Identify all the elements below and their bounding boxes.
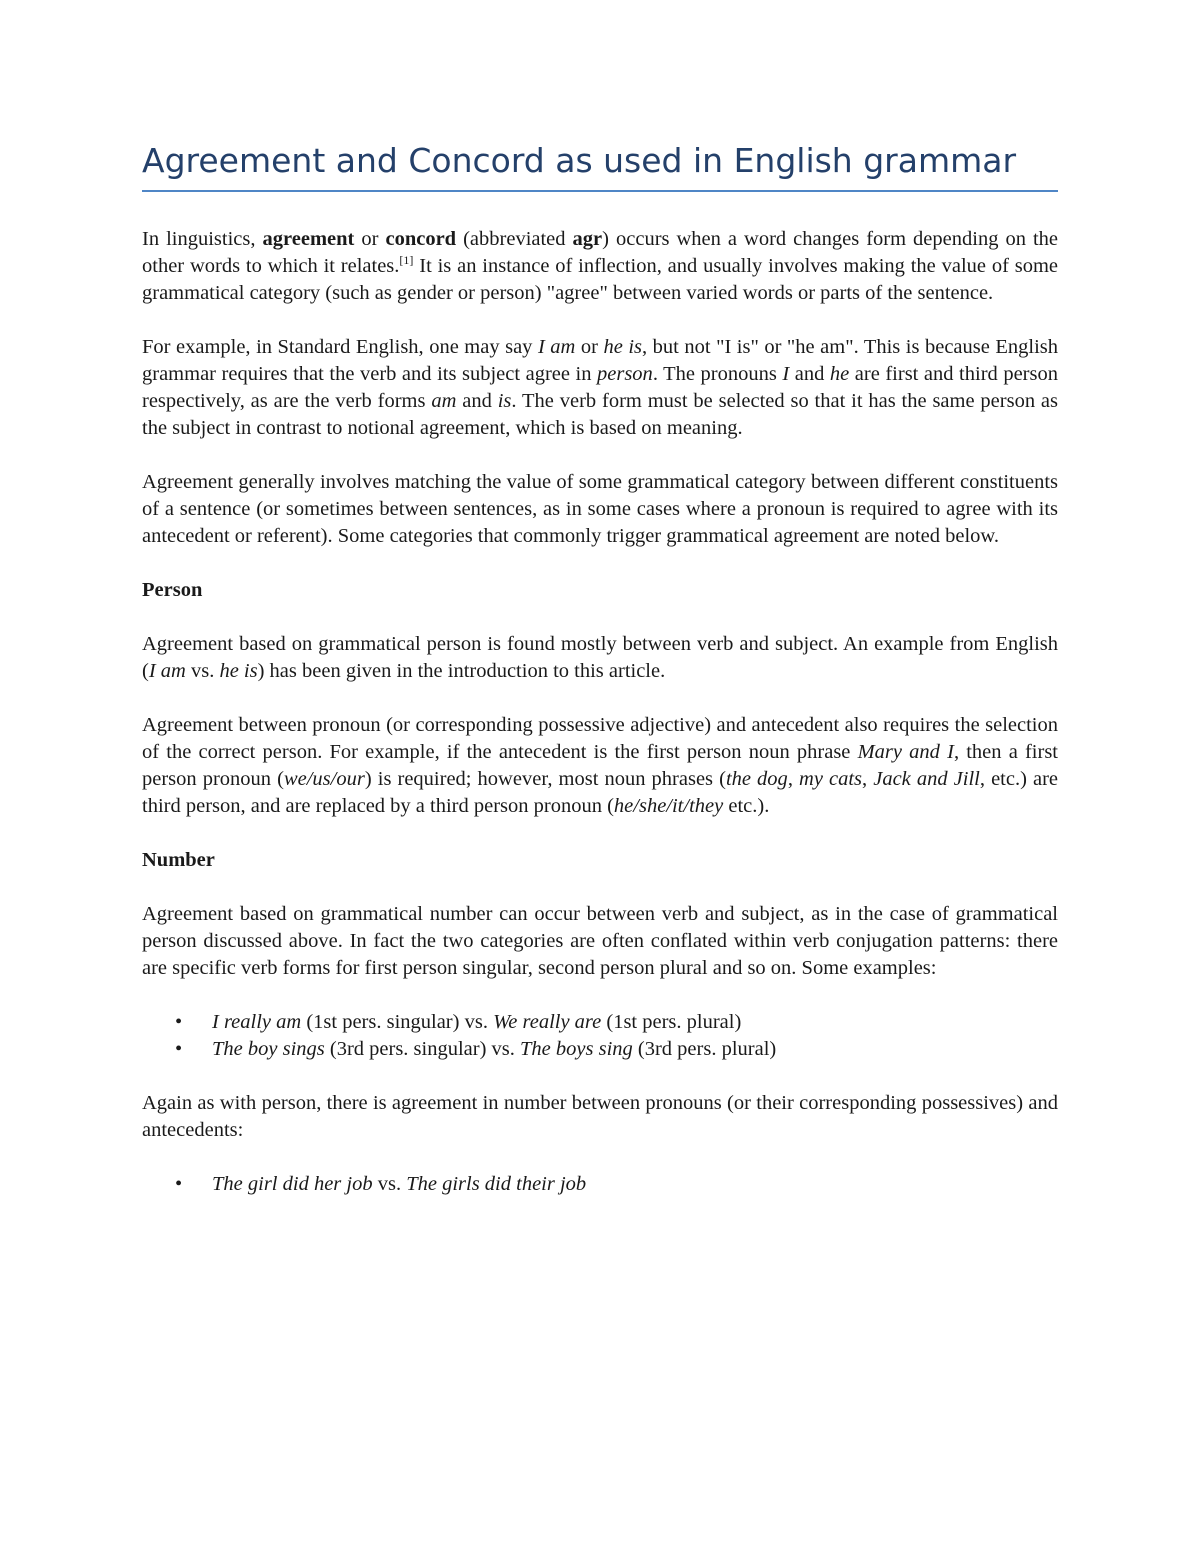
italic-run: The boy sings <box>212 1038 325 1060</box>
text-run: vs. <box>185 660 220 682</box>
italic-run: he/she/it/they <box>613 795 724 817</box>
italic-run: am <box>431 390 457 412</box>
text-run: . The pronouns <box>652 363 783 385</box>
text-run: (1st pers. singular) vs. <box>301 1011 494 1033</box>
text-run: and <box>789 363 830 385</box>
italic-run: I am <box>148 660 186 682</box>
text-run: ) is required; however, most noun phrases ( <box>364 768 726 790</box>
term-agreement: agreement <box>262 228 355 250</box>
pronoun-examples-list <box>142 1171 1058 1198</box>
text-run: vs. <box>372 1173 407 1195</box>
text-run: and <box>456 390 498 412</box>
text-run: are first and third person respectively, as are the verb forms <box>142 363 1058 412</box>
number-paragraph-2: Again as with person, there is agreement in number between pronouns (or their corresponding possessives) and antecedents: <box>142 1092 1058 1141</box>
list-item <box>142 1009 1058 1036</box>
person-paragraph-1 <box>142 631 1058 685</box>
text-run: (3rd pers. plural) <box>632 1038 777 1060</box>
text-run: Agreement based on grammatical person is found mostly between verb and subject. An example from English ( <box>142 633 1058 682</box>
intro-paragraph <box>142 226 1058 307</box>
text-run: ) has been given in the introduction to this article. <box>257 660 666 682</box>
list-item <box>142 1036 1058 1063</box>
text-run: It is an instance of inflection, and usually involves making the value of some grammatical category (such as gender or person) "agree" between varied words or parts of the sentence. <box>142 255 1058 304</box>
text-run: (1st pers. plural) <box>601 1011 742 1033</box>
text-run: or <box>354 228 386 250</box>
italic-run: he <box>829 363 850 385</box>
example-paragraph <box>142 334 1058 442</box>
bullet-icon: • <box>175 1173 183 1195</box>
italic-run: The boys sing <box>520 1038 633 1060</box>
italic-run: we/us/our <box>283 768 365 790</box>
italic-run: The girl did her job <box>212 1173 373 1195</box>
italic-run: Jack and Jill <box>873 768 980 790</box>
text-run: , <box>787 768 800 790</box>
number-paragraph-1: Agreement based on grammatical number can occur between verb and subject, as in the case of grammatical person discussed above. In fact the two categories are often conflated within verb conjugation patterns: there are specific verb forms for first person singular, second person plural and so on. Some examples: <box>142 903 1058 979</box>
section-heading-person: Person <box>142 579 203 601</box>
text-run: . The verb form must be selected so that it has the same person as the subject in contrast to notional agreement, which is based on meaning. <box>142 390 1058 439</box>
italic-run: is <box>497 390 512 412</box>
italic-run: Mary and I <box>857 741 954 763</box>
italic-run: he is <box>219 660 258 682</box>
document-page <box>142 140 1058 1198</box>
italic-run: he is <box>603 336 643 358</box>
text-run: or <box>575 336 604 358</box>
italic-run: The girls did their job <box>406 1173 587 1195</box>
document-title: Agreement and Concord as used in English grammar <box>142 140 1058 192</box>
verb-examples-list <box>142 1009 1058 1063</box>
text-run: , then a first person pronoun ( <box>142 741 1059 790</box>
general-paragraph: Agreement generally involves matching the value of some grammatical category between different constituents of a sentence (or sometimes between sentences, as in some cases where a pronoun is required to agree with its antecedent or referent). Some categories that commonly trigger grammatical agreement are noted below. <box>142 471 1058 547</box>
text-run: ) occurs when a word changes form depending on the other words to which it relates. <box>142 228 1059 277</box>
list-item <box>142 1171 1058 1198</box>
italic-run: I am <box>537 336 576 358</box>
italic-run: I really am <box>212 1011 302 1033</box>
italic-run: I <box>782 363 790 385</box>
text-run: (abbreviated <box>456 228 573 250</box>
text-run: , <box>862 768 874 790</box>
text-run: , but not "I is" or "he am". This is because English grammar requires that the verb and its subject agree in <box>142 336 1059 385</box>
italic-run: my cats <box>799 768 863 790</box>
text-run: For example, in Standard English, one may say <box>142 336 538 358</box>
text-run: Agreement between pronoun (or corresponding possessive adjective) and antecedent also requires the selection of the correct person. For example, if the antecedent is the first person noun phrase <box>142 714 1058 763</box>
term-concord: concord <box>385 228 457 250</box>
bullet-icon: • <box>175 1011 183 1033</box>
person-paragraph-2 <box>142 712 1058 820</box>
italic-run: We really are <box>493 1011 602 1033</box>
text-run: , etc.) are third person, and are replaced by a third person pronoun ( <box>142 768 1059 817</box>
term-agr: agr <box>572 228 603 250</box>
italic-run: the dog <box>725 768 788 790</box>
section-heading-number: Number <box>142 849 215 871</box>
reference-link[interactable]: [1] <box>399 253 414 267</box>
text-run: etc.). <box>723 795 770 817</box>
text-run: In linguistics, <box>142 228 263 250</box>
italic-run: person <box>597 363 653 385</box>
bullet-icon: • <box>175 1038 183 1060</box>
text-run: (3rd pers. singular) vs. <box>324 1038 521 1060</box>
